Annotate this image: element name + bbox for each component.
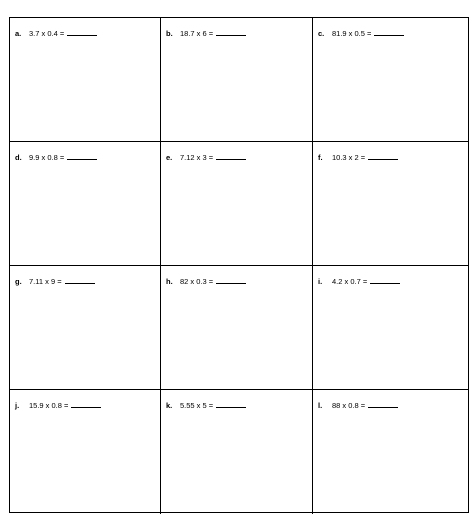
problem-letter: k.	[166, 401, 173, 410]
answer-blank[interactable]	[67, 153, 97, 160]
answer-blank[interactable]	[216, 153, 246, 160]
problem-letter: j.	[15, 401, 20, 410]
problem-cell-f	[313, 142, 469, 266]
answer-blank[interactable]	[374, 29, 404, 36]
worksheet-grid	[9, 17, 469, 513]
problem-b	[166, 29, 246, 38]
problem-letter: d.	[15, 153, 22, 162]
answer-blank[interactable]	[65, 277, 95, 284]
problem-cell-c	[313, 18, 469, 142]
problem-cell-h	[161, 266, 313, 390]
answer-blank[interactable]	[71, 401, 101, 408]
problem-expression: 81.9 x 0.5 =	[332, 29, 372, 38]
problem-c	[318, 29, 404, 38]
problem-letter: a.	[15, 29, 22, 38]
problem-cell-b	[161, 18, 313, 142]
problem-d	[15, 153, 97, 162]
problem-expression: 10.3 x 2 =	[332, 153, 366, 162]
problem-expression: 9.9 x 0.8 =	[29, 153, 65, 162]
problem-letter: f.	[318, 153, 323, 162]
problem-letter: h.	[166, 277, 173, 286]
problem-letter: i.	[318, 277, 323, 286]
problem-cell-a	[10, 18, 161, 142]
problem-cell-l	[313, 390, 469, 514]
problem-cell-e	[161, 142, 313, 266]
problem-expression: 7.11 x 9 =	[29, 277, 62, 286]
problem-cell-d	[10, 142, 161, 266]
problem-cell-g	[10, 266, 161, 390]
problem-expression: 88 x 0.8 =	[332, 401, 366, 410]
problem-j	[15, 401, 101, 410]
problem-i	[318, 277, 400, 286]
problem-l	[318, 401, 398, 410]
problem-expression: 7.12 x 3 =	[180, 153, 214, 162]
answer-blank[interactable]	[368, 401, 398, 408]
problem-cell-k	[161, 390, 313, 514]
problem-h	[166, 277, 246, 286]
problem-letter: g.	[15, 277, 22, 286]
problem-f	[318, 153, 398, 162]
problem-letter: c.	[318, 29, 325, 38]
answer-blank[interactable]	[216, 29, 246, 36]
problem-expression: 4.2 x 0.7 =	[332, 277, 368, 286]
problem-expression: 3.7 x 0.4 =	[29, 29, 65, 38]
problem-letter: b.	[166, 29, 173, 38]
answer-blank[interactable]	[370, 277, 400, 284]
problem-cell-j	[10, 390, 161, 514]
problem-g	[15, 277, 95, 286]
problem-expression: 5.55 x 5 =	[180, 401, 214, 410]
problem-expression: 82 x 0.3 =	[180, 277, 214, 286]
problem-expression: 15.9 x 0.8 =	[29, 401, 69, 410]
problem-expression: 18.7 x 6 =	[180, 29, 214, 38]
answer-blank[interactable]	[216, 401, 246, 408]
answer-blank[interactable]	[368, 153, 398, 160]
problem-k	[166, 401, 246, 410]
problem-e	[166, 153, 246, 162]
problem-cell-i	[313, 266, 469, 390]
problem-letter: e.	[166, 153, 173, 162]
answer-blank[interactable]	[216, 277, 246, 284]
problem-letter: l.	[318, 401, 323, 410]
problem-a	[15, 29, 97, 38]
answer-blank[interactable]	[67, 29, 97, 36]
